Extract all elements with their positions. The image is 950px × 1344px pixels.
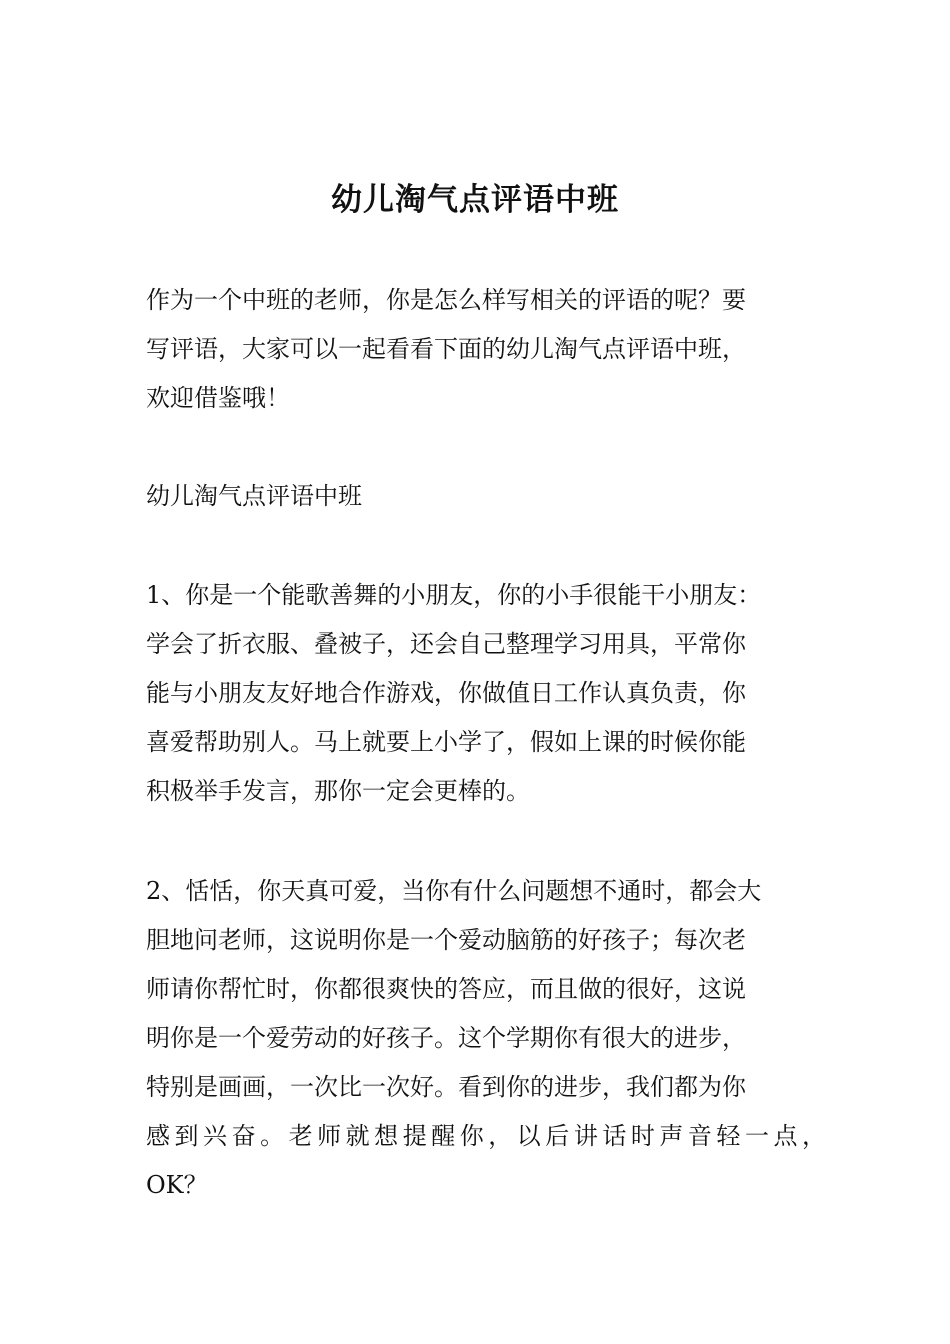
intro-line: 作为一个中班的老师，你是怎么样写相关的评语的呢？要 — [146, 286, 746, 314]
intro-line: 写评语，大家可以一起看看下面的幼儿淘气点评语中班， — [146, 335, 746, 363]
subheading-text: 幼儿淘气点评语中班 — [146, 482, 362, 510]
item2-line: 2、恬恬，你天真可爱，当你有什么问题想不通时，都会大 — [146, 877, 762, 905]
comment-item-1 — [146, 571, 826, 816]
intro-paragraph — [146, 276, 826, 423]
item2-line: OK？ — [146, 1171, 208, 1199]
section-subheading — [146, 472, 826, 521]
item2-line: 明你是一个爱劳动的好孩子。这个学期你有很大的进步， — [146, 1024, 746, 1052]
item1-line: 能与小朋友友好地合作游戏，你做值日工作认真负责，你 — [146, 679, 746, 707]
comment-item-2 — [146, 867, 826, 1210]
item1-line: 积极举手发言，那你一定会更棒的。 — [146, 777, 530, 805]
item2-line: 感到兴奋。老师就想提醒你，以后讲话时声音轻一点， — [146, 1122, 826, 1150]
item2-line: 师请你帮忙时，你都很爽快的答应，而且做的很好，这说 — [146, 975, 746, 1003]
intro-line: 欢迎借鉴哦！ — [146, 384, 290, 412]
item1-line: 喜爱帮助别人。马上就要上小学了，假如上课的时候你能 — [146, 728, 746, 756]
item1-line: 1、你是一个能歌善舞的小朋友，你的小手很能干小朋友： — [146, 581, 762, 609]
item2-line: 胆地问老师，这说明你是一个爱动脑筋的好孩子；每次老 — [146, 926, 746, 954]
document-title: 幼儿淘气点评语中班 — [331, 182, 619, 218]
item1-line: 学会了折衣服、叠被子，还会自己整理学习用具，平常你 — [146, 630, 746, 658]
item2-line: 特别是画画，一次比一次好。看到你的进步，我们都为你 — [146, 1073, 746, 1101]
